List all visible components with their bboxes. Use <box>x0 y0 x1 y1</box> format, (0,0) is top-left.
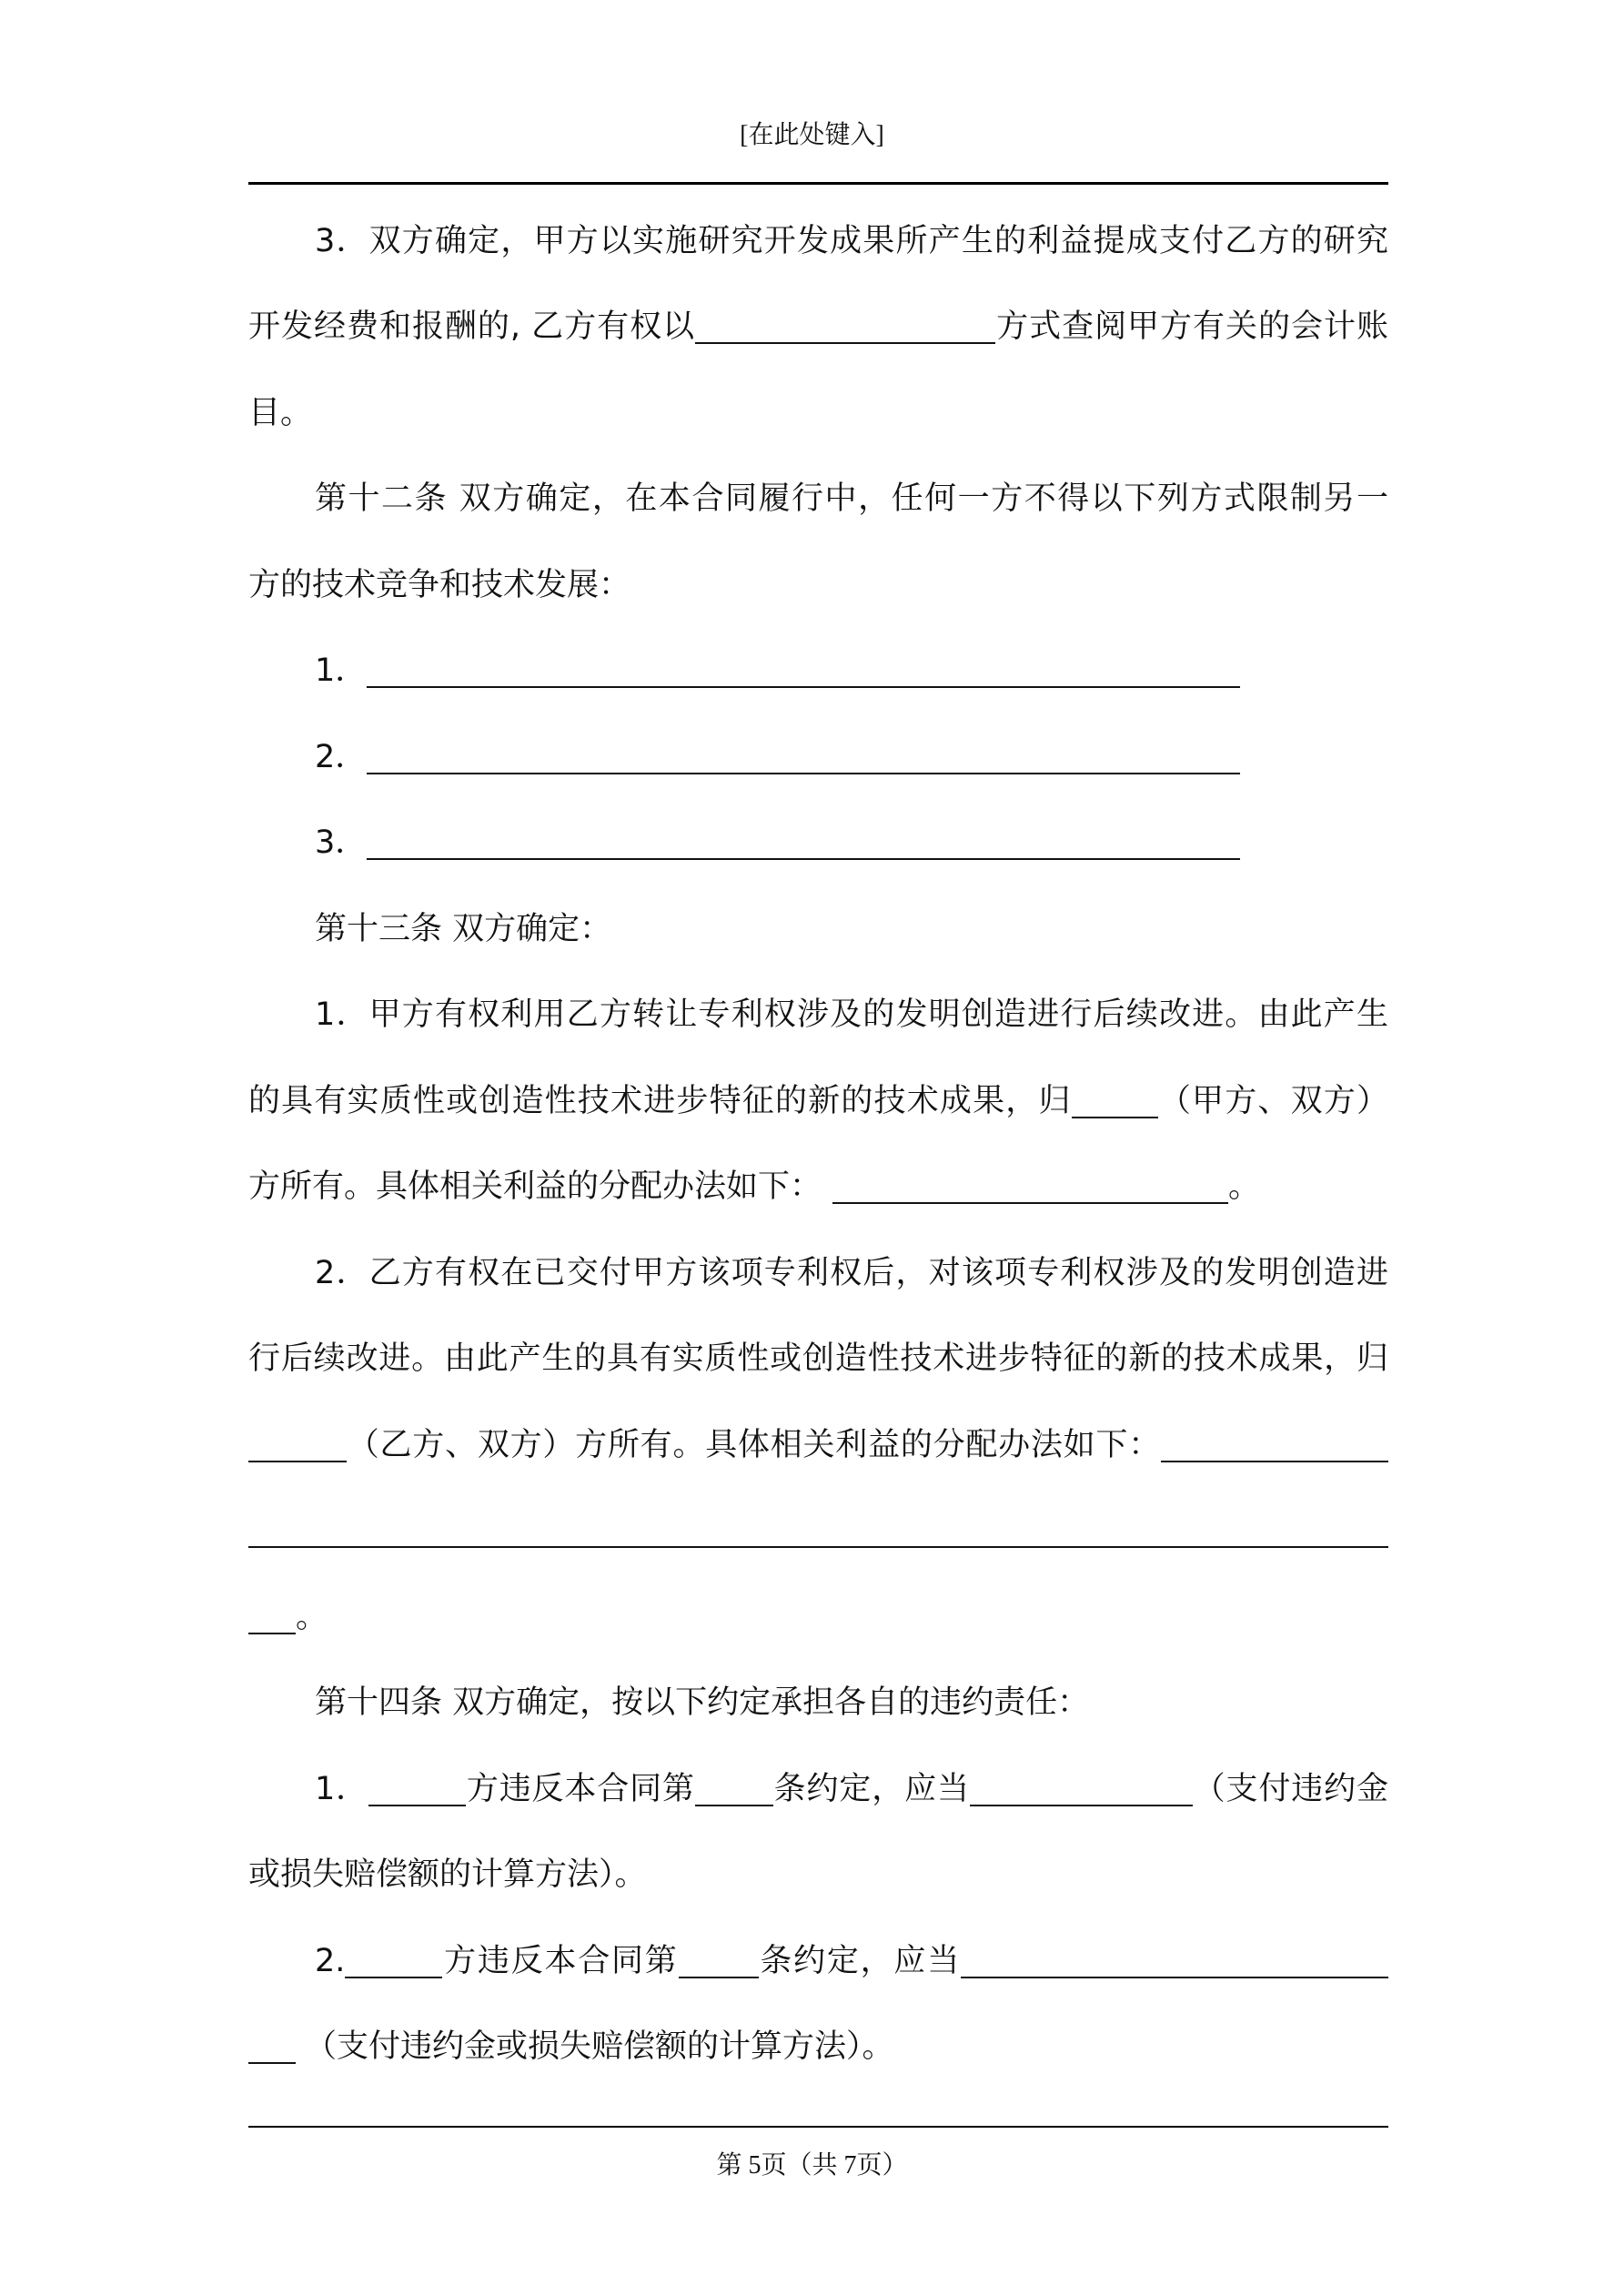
text: 2. <box>315 1943 346 1979</box>
text: 第十二条 双方确定，在本合同履行中，任何一方不得以下列方式限制另一 <box>315 480 1388 517</box>
text-line <box>248 1488 1388 1573</box>
blank-field[interactable] <box>368 1777 466 1806</box>
blank-field[interactable] <box>1161 1433 1388 1462</box>
text-line <box>248 284 1388 369</box>
text-line <box>248 542 1388 628</box>
text: 或损失赔偿额的计算方法）。 <box>248 1856 647 1893</box>
text-line <box>248 1402 1388 1488</box>
header-rule <box>248 182 1388 185</box>
text: 方违反本合同第 <box>465 1771 695 1807</box>
text: 。 <box>296 1599 328 1635</box>
blank-field[interactable] <box>961 1949 1388 1978</box>
blank-field[interactable] <box>367 831 1240 860</box>
text: 方式查阅甲方有关的会计账 <box>995 308 1388 345</box>
text-line <box>248 1230 1388 1316</box>
text: 行后续改进。由此产生的具有实质性或创造性技术进步特征的新的技术成果，归 <box>248 1340 1388 1377</box>
list-item <box>248 714 1388 800</box>
page-header: [在此处键入] <box>740 121 884 149</box>
footer-rule <box>248 2126 1388 2128</box>
text: 第十四条 双方确定，按以下约定承担各自的违约责任： <box>315 1684 1090 1721</box>
blank-field[interactable] <box>248 1519 1388 1548</box>
text-line <box>248 198 1388 284</box>
blank-field[interactable] <box>367 659 1240 688</box>
text: 3． <box>315 824 368 861</box>
text: 条约定，应当 <box>772 1771 970 1807</box>
blank-field[interactable] <box>248 2035 296 2064</box>
page-number: 第 5页（共 7页） <box>716 2151 908 2180</box>
text: 2．乙方有权在已交付甲方该项专利权后，对该项专利权涉及的发明创造进 <box>315 1255 1388 1291</box>
blank-field[interactable] <box>345 1949 442 1978</box>
text-line <box>248 1574 1388 1660</box>
text-line <box>248 1144 1388 1229</box>
text-line <box>248 1058 1388 1144</box>
text-line <box>248 1316 1388 1401</box>
text-line <box>248 1832 1388 1917</box>
blank-field[interactable] <box>695 315 995 344</box>
list-item <box>248 1918 1388 2004</box>
text: 第十三条 双方确定： <box>315 911 612 947</box>
text: 1． <box>315 652 368 689</box>
text: 的具有实质性或创造性技术进步特征的新的技术成果，归 <box>248 1083 1072 1119</box>
text: （甲方、双方） <box>1157 1083 1388 1119</box>
blank-field[interactable] <box>248 1433 347 1462</box>
text: 2． <box>315 739 368 775</box>
list-item <box>248 800 1388 885</box>
text: （支付违约金 <box>1192 1771 1388 1807</box>
blank-field[interactable] <box>367 745 1240 774</box>
article-12-heading <box>248 456 1388 541</box>
blank-field[interactable] <box>695 1777 773 1806</box>
text: 。 <box>1228 1168 1261 1205</box>
text: 开发经费和报酬的, 乙方有权以 <box>248 308 696 345</box>
article-13-heading <box>248 886 1388 972</box>
text-line <box>248 972 1388 1057</box>
list-item <box>248 628 1388 713</box>
text-line <box>248 2004 1388 2089</box>
text: 方的技术竞争和技术发展： <box>248 567 631 603</box>
text: 1．甲方有权利用乙方转让专利权涉及的发明创造进行后续改进。由此产生 <box>315 996 1388 1033</box>
blank-field[interactable] <box>1072 1089 1158 1118</box>
text: 3．双方确定，甲方以实施研究开发成果所产生的利益提成支付乙方的研究 <box>315 223 1388 259</box>
text: 方违反本合同第 <box>442 1943 679 1979</box>
blank-field[interactable] <box>832 1175 1228 1204</box>
text: 目。 <box>248 395 313 431</box>
blank-field[interactable] <box>248 1605 296 1634</box>
list-item <box>248 1746 1388 1832</box>
text: 方所有。具体相关利益的分配办法如下： <box>248 1168 822 1205</box>
text: （乙方、双方）方所有。具体相关利益的分配办法如下： <box>347 1427 1161 1463</box>
text: 1． <box>315 1771 368 1807</box>
text-line <box>248 370 1388 456</box>
text: （支付违约金或损失赔偿额的计算方法）。 <box>305 2028 894 2065</box>
article-14-heading <box>248 1660 1388 1745</box>
blank-field[interactable] <box>679 1949 759 1978</box>
blank-field[interactable] <box>970 1777 1193 1806</box>
text: 条约定，应当 <box>758 1943 961 1979</box>
